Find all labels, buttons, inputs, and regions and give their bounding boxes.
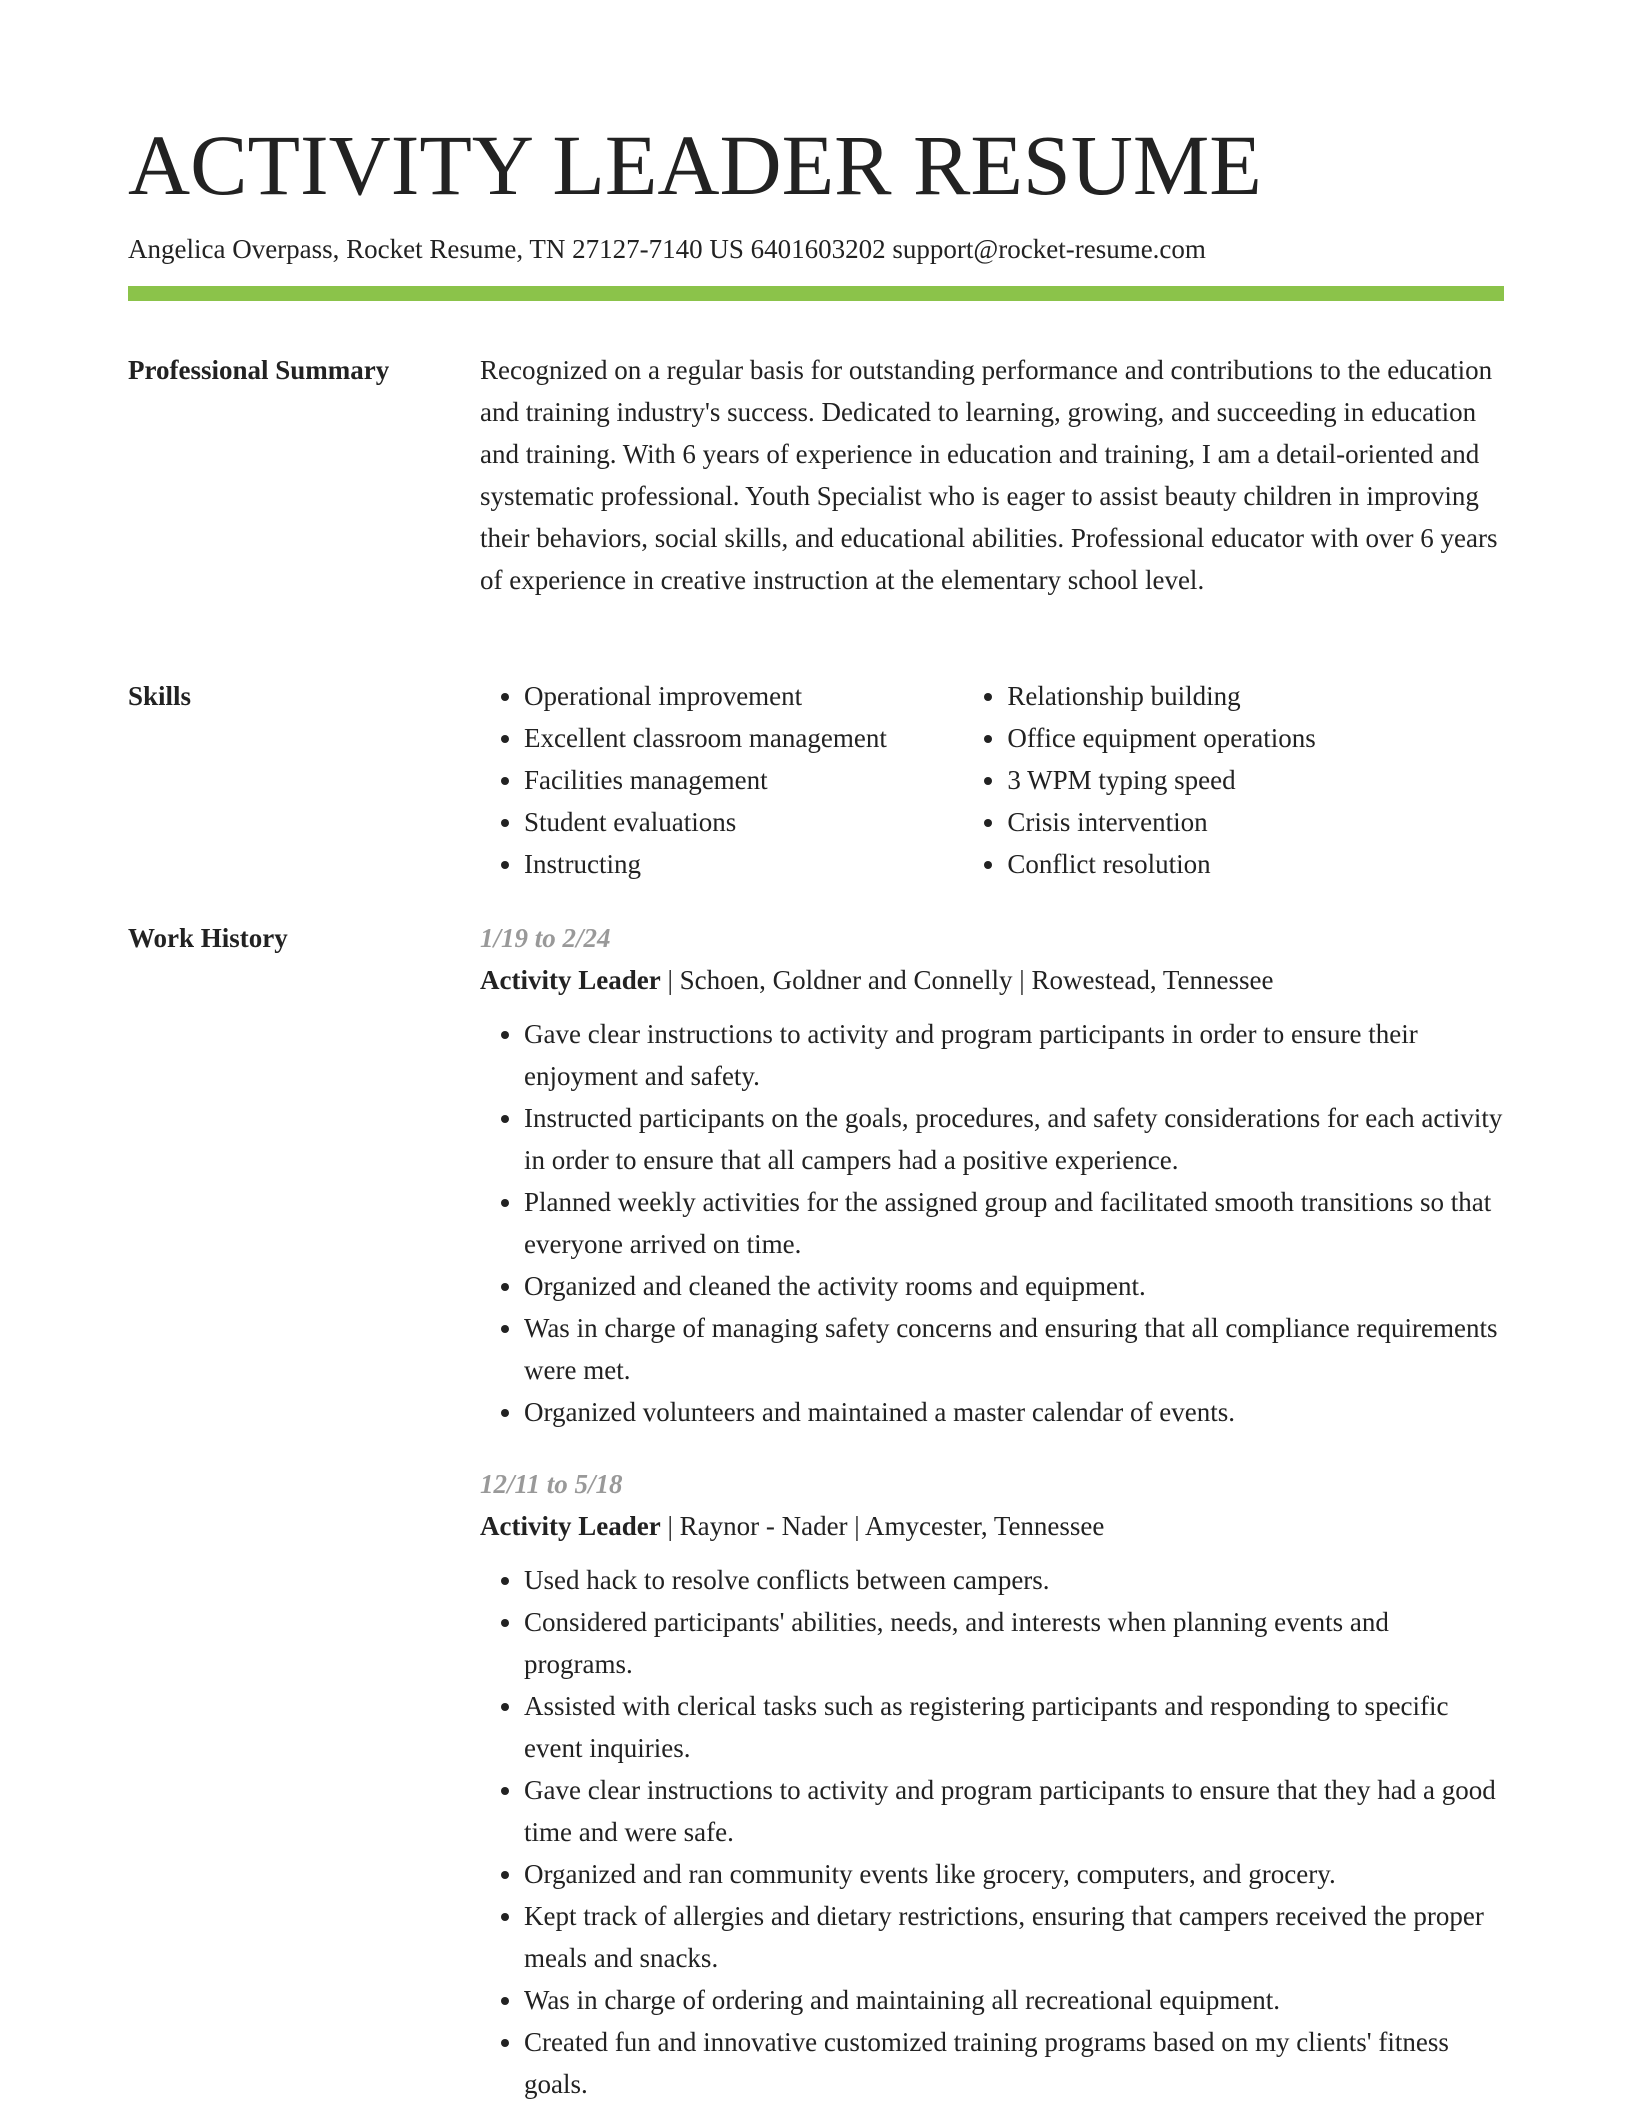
job-employer-location: | Schoen, Goldner and Connelly | Rowestead, Tennessee — [660, 965, 1274, 995]
job-entry — [480, 917, 1504, 1433]
skill-item: • Crisis intervention — [1007, 801, 1504, 843]
skill-item: • Office equipment operations — [1007, 717, 1504, 759]
skill-item: • Operational improvement — [524, 675, 963, 717]
skill-item: • Facilities management — [524, 759, 963, 801]
summary-text: Recognized on a regular basis for outstanding performance and contributions to the education and training industry's success. Dedicated to learning, growing, and succeeding in education and training. With 6 years of experience in education and training, I am a detail-oriented and systematic professional. Youth Specialist who is eager to assist beauty children in improving their behaviors, social skills, and educational abilities. Professional educator with over 6 years of experience in creative instruction at the elementary school level. — [480, 355, 1498, 595]
job-heading — [480, 959, 1504, 1001]
summary-section — [480, 349, 1504, 601]
skill-item: • Excellent classroom management — [524, 717, 963, 759]
job-heading — [480, 1505, 1504, 1547]
skills-list-right — [963, 675, 1504, 885]
job-bullet: • Organized and ran community events like grocery, computers, and grocery. — [524, 1853, 1504, 1895]
skill-item: • Instructing — [524, 843, 963, 885]
job-bullet: • Created fun and innovative customized training programs based on my clients' fitness goals. — [524, 2021, 1504, 2105]
skills-section — [480, 675, 1504, 885]
skills-list-left — [480, 675, 963, 885]
job-bullet: • Was in charge of ordering and maintaining all recreational equipment. — [524, 1979, 1504, 2021]
job-bullet: • Organized and cleaned the activity rooms and equipment. — [524, 1265, 1504, 1307]
job-dates: 12/11 to 5/18 — [480, 1469, 623, 1499]
job-entry — [480, 1463, 1504, 2105]
skill-item: • Student evaluations — [524, 801, 963, 843]
job-employer-location: | Raynor - Nader | Amycester, Tennessee — [660, 1511, 1105, 1541]
job-bullets — [480, 1559, 1504, 2105]
job-dates: 1/19 to 2/24 — [480, 923, 611, 953]
job-bullet: • Was in charge of managing safety concerns and ensuring that all compliance requirements were met. — [524, 1307, 1504, 1391]
header-divider — [128, 286, 1504, 301]
skill-item: • Relationship building — [1007, 675, 1504, 717]
job-bullet: • Organized volunteers and maintained a master calendar of events. — [524, 1391, 1504, 1433]
job-bullet: • Planned weekly activities for the assigned group and facilitated smooth transitions so that everyone arrived on time. — [524, 1181, 1504, 1265]
skill-item: • 3 WPM typing speed — [1007, 759, 1504, 801]
job-bullet: • Assisted with clerical tasks such as registering participants and responding to specific event inquiries. — [524, 1685, 1504, 1769]
work-history-section — [480, 917, 1504, 2105]
job-bullet: • Kept track of allergies and dietary restrictions, ensuring that campers received the proper meals and snacks. — [524, 1895, 1504, 1979]
job-title: Activity Leader — [480, 1511, 661, 1541]
skills-heading: Skills — [128, 681, 192, 711]
skill-item: • Conflict resolution — [1007, 843, 1504, 885]
contact-line: Angelica Overpass, Rocket Resume, TN 27127-7140 US 6401603202 support@rocket-resume.com — [128, 234, 1206, 264]
job-bullet: • Gave clear instructions to activity and program participants to ensure that they had a good time and were safe. — [524, 1769, 1504, 1853]
job-title: Activity Leader — [480, 965, 661, 995]
job-bullet: • Used hack to resolve conflicts between campers. — [524, 1559, 1504, 1601]
job-bullet: • Considered participants' abilities, needs, and interests when planning events and programs. — [524, 1601, 1504, 1685]
resume-title: ACTIVITY LEADER RESUME — [128, 117, 1262, 213]
job-bullets — [480, 1013, 1504, 1433]
job-bullet: • Gave clear instructions to activity and program participants in order to ensure their enjoyment and safety. — [524, 1013, 1504, 1097]
job-bullet: • Instructed participants on the goals, procedures, and safety considerations for each activity in order to ensure that all campers had a positive experience. — [524, 1097, 1504, 1181]
work-history-heading: Work History — [128, 923, 288, 953]
summary-heading: Professional Summary — [128, 355, 390, 385]
